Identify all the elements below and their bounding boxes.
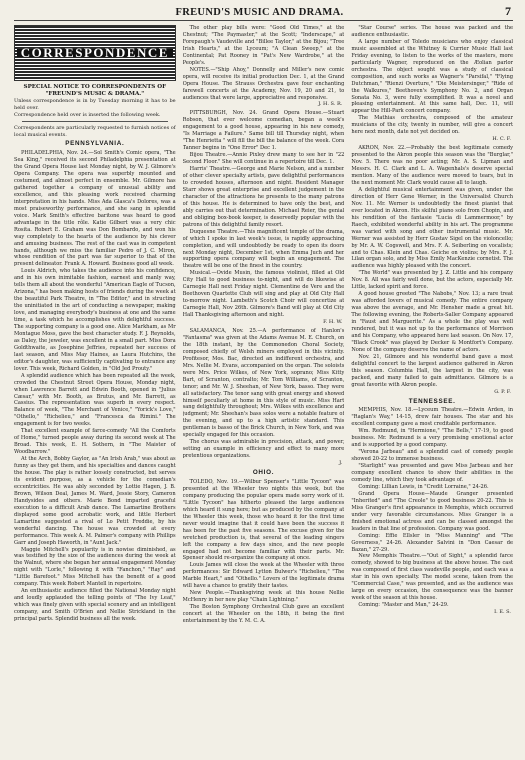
divider	[22, 121, 168, 122]
article-paragraph: New Memphis Theatre.—"Out of Sight," a splendid farce comedy, showed to big business at the above house. The cast was composed of first class vaudeville people, and each was a star in his own specialty. The model scene, taken from the "Commercial Case," was presented, and as the audience was large on every occasion, the consequence was the banner week of the season at this house.	[351, 553, 513, 602]
article-paragraph: Bijou Theatre.—Annie Pixley drew many to see her in "22 Second Floor." She will continue in a repertoire till Dec. 1.	[182, 152, 345, 166]
article-paragraph: The other play bills were: "Good Old Times," at the Chestnut; "The Paymaster," at the Scott; "Inderscape," at Forepaugh's Vaudeville and "Billee Taylor," at the Bijou; "Tree Irish Hearts," at the Lyceum; "A Clean Sweep," at the Continental; Pat Rooney in "Pat's New Wardrobe," at the People's.	[182, 25, 345, 66]
article-paragraph: The Mathias orchestra, composed of the amateur musicians of the city, twenty in number, will give a concert here next month, date not yet decided on.	[351, 115, 513, 136]
correspondent-signature: H. C. F.	[492, 136, 511, 143]
section-heading: OHIO.	[252, 469, 275, 477]
article-paragraph: The Boston Symphony Orchestral Club gave an excellent concert at the Wheeler on the 18th, it being the first entertainment by the Y. M. C. A.	[182, 604, 345, 625]
article-paragraph: At the Arch, Bobby Gaylor, as "An Irish Arab," was about as funny as they get them, and his specialties and dances caught the house. The play is rather loosely constructed, but serves its evident purpose, as a vehicle for the comedian's eccentricities. He was ably seconded by Lottie Hagen, J. B. Brown, Wilson Deal, James M. Ward, Jessie Story, Cameron Handysides and others. Marie Bond imparted graceful execution to a difficult Arab dance. The Lamartine Brothers displayed some good acrobatic work, and little Herbert Lamartine suggested a rival of Lo Petit Freddie, by his wonderful dancing. The house was crowded at every performance. This week A. M. Palmer's company with Phillips Garr and Joseph Haworth, in "Aunt Jack."	[14, 456, 176, 546]
article-paragraph: TOLEDO, Nov. 19.—Wilbur Spenser's "Little Tycoon" was presented at the Wheeler two nights this week, but the company producing the popular opera made sorry work of it. "Little Tycoon" has hitherto pleased the large audiences which heard it sung here; but as produced by the company at the Wheeler this week, those who heard it for the first time never would imagine that it could have been the success it has been for the past five seasons. The excuse given for the wretched production is, that several of the leading singers left the company a few days since, and the new people engaged had not become familiar with their parts. Mr. Spenser should re-organize the company at once.	[182, 479, 345, 562]
article-paragraph: An enthusiastic audience filled the National Monday night and loudly applauded the telling points of "The Ivy Leaf," which was finely given with special scenery and an intelligent company, and Smith O'Brien and Nellie Strickland in the principal parts. Splendid business all the week.	[14, 588, 176, 623]
article-paragraph: "Verona Jarbeau" and a splendid cast of comedy people showed 20-22 to immense business.	[351, 449, 513, 463]
article-paragraph: Louis James will close the week at the Wheeler with three performances: Sir Edward Lytton Bulwer's "Richelieu," "The Marble Heart," and "Othello." Lovers of the legitimate drama will have a chance to gratify their tastes.	[182, 562, 345, 590]
column-3	[351, 25, 513, 760]
article-paragraph: A delightful musical entertainment was given, under the direction of Herr Gene Werner, in the Universalist Church Nov. 11. Mr. Werner is undoubtedly the finest pianist that ever located in Akron. His skilful piano solo from Chopin, and his rendition of the fantasie "Lucia di Lammermoor," by Raech, exhibited wonderful ability in his art. The programme was varied with song and other instrumental music. Mr. Werner was assisted by Herr Gustav Sigel on the violoncello; by Mr. A. W. Cogswell, and Mrs. F. A. Seiberling on vocalists; and to Chas. Klein and Chas. Geiche on violins; by Mrs. F. J. Lilan organ solo, and by Miss Emily MacKenzie cornetist. The audience was highly pleased with the concert.	[351, 186, 513, 270]
article-paragraph: "The World" was presented by J. Z. Little and his company Nov. 8. All was fairly well done, but the actors, especially Mr. Little, lacked spirit and force.	[351, 270, 513, 291]
article-paragraph: Grand Opera House—Maude Granger presented "Inherited" and "The Creole" to good business 20-22. This is Miss Granger's first appearance in Memphis, which occurred under very favorable circumstances. Miss Granger is a finished emotional actress and can be classed amongst the leaders in that line of profession. Company was good.	[351, 490, 513, 532]
correspondence-masthead	[14, 25, 176, 81]
article-paragraph: New People.—Thanksgiving week at this house Nellie McHenry in her new play "Chain Lightning."	[182, 590, 345, 604]
article-paragraph: Duquesne Theatre.—This magnificent temple of the drama, of which I spoke in last week's issue, is rapidly approaching completion, and will undoubtedly be ready to open its doors next Monday night, December 1st, when Emma Juch and her supporting opera company will begin an engagement. The theatre will be one of the finest in the country.	[182, 228, 345, 270]
article-paragraph: A good house greeted "The Nabobs," Nov. 13; a rare treat was afforded lovers of musical comedy. The entire company was above the average, and Mr. Hensher made a great hit. The following evening, the Roberts-Saller Company appeared in "Faust and Marguerite." As a whole the play was well rendered, but it was not up to the performance of Morrison and his Company, who appeared here last season. On Nov. 17, "Black Crook" was played by Decker & Montfort's Company. None of the company deserve the name of actors.	[351, 291, 513, 353]
article-paragraph: PHILADELPHIA, Nov. 24.—Sol Smith's Comic opera, "The Sea King," received its second Philadelphia presentation at the Grand Opera House last Monday night, by W. J. Gilmore's Opera Company. The opera was superbly mounted and costumed, and almost perfect in ensemble. Mr. Gilmore has gathered together a company of unusual ability and excellence, and this pleasing work received charming interpretation in his hands. Miss Ada Glasca's Dolores, was a most praiseworthy performance, and she sang in splendid voice. Mark Smith's effective baritone was heard to good advantage in the title rôle. Katie Gilbert was a very chic Rosita. Robert E. Graham was Don Bombardo, and won his way completely to the hearts of the audience by his clever and amusing business. The rest of the cast was in competent hands, although we miss the familiar Pedro of J. C. Miron, whose rendition of the part was far superior to that of the present delineator. Frank A. Howard. Business good all week.	[14, 150, 176, 268]
article-paragraph: NOTES.—"Ship Ahoy," Donnelly and Miller's new comic opera, will receive its initial production Dec. 1, at the Grand Opera House. The Strauss Orchestra gave four enchanting farewell concerts at the Academy, Nov. 19, 20 and 21, to audiences that were large, appreciative and responsive.	[182, 66, 345, 101]
article-paragraph: A large number of Toledo musicians who enjoy classical music assembled at the Whitney & Currier Music Hall last Friday evening, to listen to the works of the masters, more particularly Wagner, reproduced on the Æolian parlor orchestra. The object sought was a study of classical composition, and such works as Wagner's "Parsifal," "Flying Dutchman," "Rienzi Overture," "Die Meistersinger," "Ride of the Walkures," Beethoven's Symphony No. 2, and Organ Sonata No. 3, were fully exemplified. It was a novel and pleasing entertainment. At this same hall, Dec. 11, will appear the Hill-Park concert company.	[351, 38, 513, 115]
correspondent-signature: J. H. S. R.	[318, 101, 343, 108]
section-heading: TENNESSEE.	[408, 397, 456, 405]
article-paragraph: The chorus was admirable in precision, attack, and power, setting an example in efficiency and effect to many more pretentious organizations.	[182, 439, 345, 460]
correspondent-signature: I. E. S.	[494, 609, 511, 616]
notice-text: Unless correspondence is in by Tuesday morning it has to be held over.	[14, 98, 176, 111]
article-paragraph: A splendid audience which has been repeated all the week, crowded the Chestnut Street Opera House, Monday night, when Lawrence Barrett and Edwin Booth, opened in "Julius Cæsar," with Mr. Booth, as Brutus, and Mr. Barrett, as Cassius. The representation was superb in every respect. Balance of week, "The Merchant of Venice," "Yorick's Love," "Othello," "Richelieu," and "Francesca da Rimini." The engagement is for two weeks.	[14, 372, 176, 428]
article-paragraph: MEMPHIS, Nov. 18.—Lyceum Theatre.—Edwin Arden, in "Raglan's Way," 14-15, drew fair houses. The star and his excellent company gave a most creditable performance.	[351, 407, 513, 428]
article-paragraph: Coming: Lillian Lewis, in "Credit Lorraine," 24-26.	[358, 483, 489, 490]
article-paragraph: Coming: Effie Ellsler in "Miss Manning" and "The Governess," 24-26. Alexander Salvini in "Don Caesar de Bazan," 27-29.	[351, 532, 513, 553]
running-head	[14, 4, 513, 21]
column-2	[183, 25, 345, 760]
page-number: 7	[505, 4, 511, 18]
notice-heading: SPECIAL NOTICE TO CORRESPONDENTS OF "FREUND'S MUSIC & DRAMA."	[23, 84, 167, 97]
correspondent-signature: F. H. W.	[323, 319, 343, 326]
article-paragraph: PITTSBURGH, Nov. 24. Grand Opera House.—Stuart Robson, that ever welcome comedian, began a week's engagement to a good house, appearing in his new comedy, "Is Marriage a Failure." Same bill till Thursday night, when "The Henrietta " will fill the bill the balance of the week. Cora Tanner begins in "One Error" Dec 1.	[182, 110, 345, 152]
article-paragraph: "Starlight" was presented and gave Miss Jarbeau and her company excellent chance to show their abilities in the comedy line, which they took advantage of.	[351, 463, 513, 483]
section-heading: PENNSYLVANIA.	[65, 140, 125, 148]
article-paragraph: Louis Aldrich, who takes the audience into his confidence, and in his own inimitable fashion, earnest and manly way, tells them all about the wonderful "American Eagle of Tucson, Arizona," has been making hosts of friends during the week at the beautiful Park Theatre, in "The Editor," and in structing the uninitiated in the art of conducting a newspaper, making love, and managing everybody's business at one and the same time, a task which he accomplishes with delightful success. The supporting company is a good one. Alice Markham, as Mr Montague Moss, gave the best character study. F. J. Reynolds, as Daley, the jeweler, was excellent in a small part. Miss Dora Goldthwaite, as Josephine Jeffries, repeated her success of last season, and Miss May Haines, as Laura Hutchins, the editor's daughter, was sufficiently captivating to entrance any lover. This week, Richard Golden, in "Old Jed Prouty."	[14, 268, 176, 372]
masthead-label: CORRESPONDENCE	[17, 49, 173, 58]
article-paragraph: "Star Course" series. The house was packed and the audience enthusiastic.	[351, 25, 513, 38]
running-title: FREUND'S MUSIC AND DRAMA.	[175, 7, 344, 18]
article-paragraph: Coming: "Master and Man," 24-29.	[358, 602, 449, 609]
article-paragraph: Harris' Theatre.—George and Marie Nelson, and a number of other clever specialty artists, gave delightful performances to crowded houses, afternoon and night. Resident Manager Starr shows great enterprise and excellent judgement in the character of the attractions he presents to the many patrons of this house. He is determined to have only the best, and ably carries out that determination. Michael Reier, the genial and obliging box-book keeper, is deservedly popular with the patrons of this delightful family resort.	[182, 166, 345, 228]
column-1	[14, 25, 176, 760]
article-paragraph: AKRON, Nov. 22.—Probably the best legitimate comedy presented to the Akron people this season was the "Burglar," Nov. 5. There was no poor acting; Mr. A. S. Lipman and Messrs. H. C. Clark and L. A. Wagenhals's deserve special mention. Many of the audience were moved to tears, but in the next moment Mr. Clark would cause all to laugh.	[351, 145, 513, 186]
notice-text: Correspondence held over is inserted the following week.	[14, 112, 161, 118]
notice-text: Correspondents are particularly requested to furnish notices of local musical events.	[14, 125, 176, 138]
article-paragraph: Maggie Mitchell's popularity is in nowise diminished, as was testified by the size of the audiences during the week at the Walnut, where she began her annual engagement Monday night with "Lorle," following it with "Fanchon," "Ray" and "Little Barefoot." Miss Mitchell has the benefit of a good company. This week Robert Mantell in repertoire.	[14, 546, 176, 588]
article-paragraph: SALAMANCA, Nov. 25.—A performance of Hanlon's "Fantasma" was given at the Adams Avenue M. E. Church, on the 18th instant, by the Commonedon Choral Society, composed chiefly of Welsh miners employed in this vicinity. Profitesor, Mos. Bac, directed an indifferent orchestra, and Mrs. Nellie M. Evans, accompanied on the organ. The soloists were Mrs. Price Wilkes, of New York, soprano; Miss Kitty Bart, of Scranton, contralto; Mr. Tom Williams, of Scranton, tenor; and Mr. W. J. Sheehan, of New York, basso. They were all satisfactory. The tenor sang with great energy and showed himself peculiarly at home in this style of music. Miss Hart sang delightfully throughout; Mrs. Wilkes with excellence and judgment; Mr. Sheehan's bass solos were a notable feature of the evening, and up to a high artistic standard. This gentleman is basso of the Brick Church, in New York, and was specially engaged for this occasion.	[182, 327, 345, 439]
article-paragraph: Wm. Redmund, in "Hermione," "The Bells," 17-19, to good business. Mr. Redmund is a very promising emotional actor and is supported by a good company.	[351, 428, 513, 449]
correspondent-signature: G. P. F.	[494, 388, 511, 395]
article-paragraph: That excellent example of farce-comedy "All the Comforts of Home," turned people away during its second week at The Broad. This week, E. H. Sothern, in "The Maister of Woodbarrow."	[14, 428, 176, 456]
correspondent-signature: J.	[339, 460, 343, 467]
article-paragraph: Nov. 21, Gilmore and his wonderful band gave a most delightful concert to the largest audience gathered in Akron this season. Columbia Hall, the largest in the city, was packed, and many failed to gain admittance. Gilmore is a great favorite with Akron people.	[351, 353, 513, 388]
article-paragraph: Musical.—Ovide Musin, the famous violinist, filled at Old City Hall to good business to-night, and will do likewise at Carnegie Hall next Friday night. Clementine de Vere and the Beethoven Quartette Club will sing and play at Old City Hall to-morrow night. Lambeth's Scotch Choir will concertize at Carnegie Hall, Nov 26th. Gilmore's Band will play at Old City Hall Thanksgiving afternoon and night.	[182, 270, 345, 319]
